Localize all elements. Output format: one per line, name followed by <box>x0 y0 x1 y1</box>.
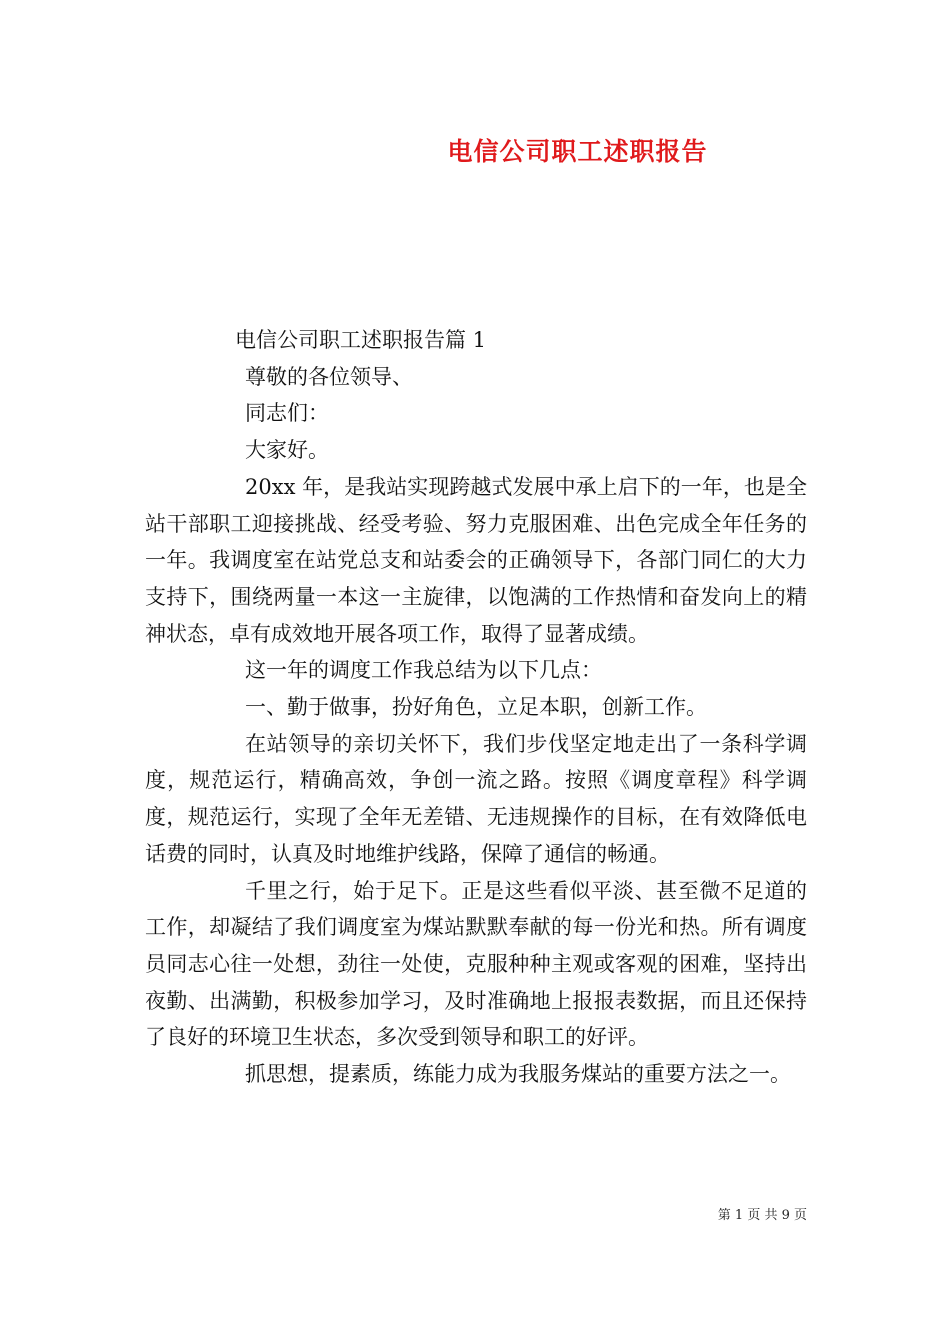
section-subtitle: 电信公司职工述职报告篇 1 <box>235 328 487 352</box>
body-paragraph: 这一年的调度工作我总结为以下几点： <box>245 658 602 683</box>
body-paragraph: 千里之行，始于足下。正是这些看似平淡、甚至微不足道的工作，却凝结了我们调度室为煤站默默奉献的每一份光和热。所有调度员同志心往一处想，劲往一处使，克服种种主观或客观的困难，坚持出夜勤、出满勤，积极参加学习，及时准确地上报报表数据，而且还保持了良好的环境卫生状态，多次受到领导和职工的好评。 <box>145 878 807 1050</box>
section-heading: 一、勤于做事，扮好角色，立足本职，创新工作。 <box>245 695 707 720</box>
document-title: 电信公司职工述职报告 <box>447 137 708 166</box>
body-paragraph: 抓思想，提素质，练能力成为我服务煤站的重要方法之一。 <box>245 1062 791 1087</box>
document-body <box>145 322 807 1093</box>
page-number: 第 1 页 共 9 页 <box>717 1208 807 1223</box>
body-paragraph: 在站领导的亲切关怀下，我们步伐坚定地走出了一条科学调度，规范运行，精确高效，争创一流之路。按照《调度章程》科学调度，规范运行，实现了全年无差错、无违规操作的目标，在有效降低电话费的同时，认真及时地维护线路，保障了通信的畅通。 <box>145 731 807 866</box>
greeting-line: 同志们： <box>245 401 329 426</box>
greeting-line: 尊敬的各位领导、 <box>245 364 413 389</box>
greeting-line: 大家好。 <box>245 438 329 463</box>
body-paragraph: 20xx 年，是我站实现跨越式发展中承上启下的一年，也是全站干部职工迎接挑战、经受考验、努力克服困难、出色完成全年任务的一年。我调度室在站党总支和站委会的正确领导下，各部门同仁的大力支持下，围绕两量一本这一主旋律，以饱满的工作热情和奋发向上的精神状态，卓有成效地开展各项工作，取得了显著成绩。 <box>145 474 807 646</box>
